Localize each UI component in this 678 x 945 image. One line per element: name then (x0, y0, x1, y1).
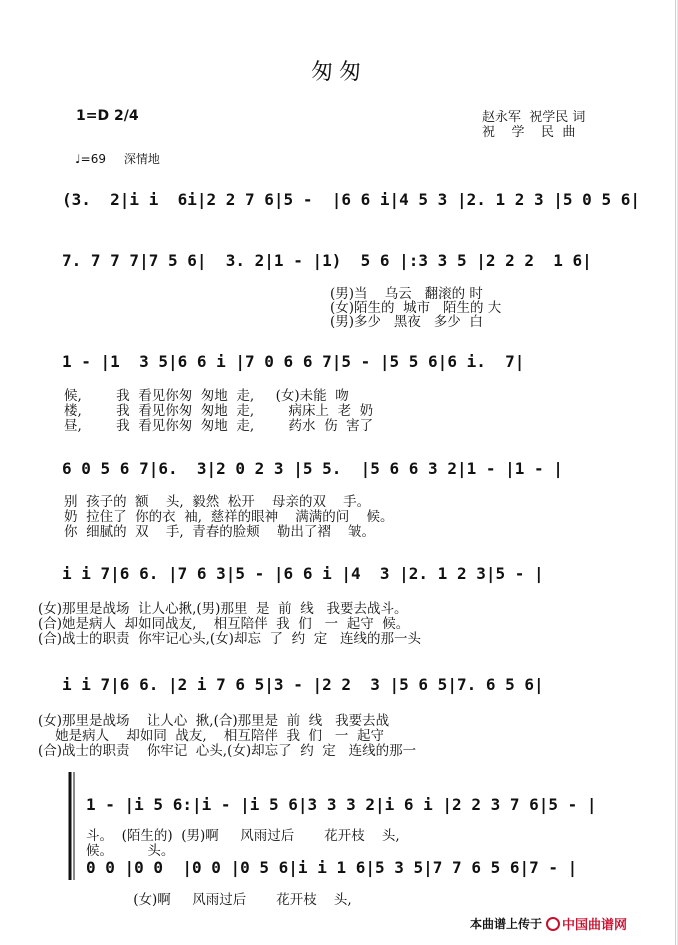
site-logo (546, 914, 627, 933)
composer: 祝 学 民 曲 (482, 125, 576, 140)
lyric-line: (合)战士的职责 你牢记 心头,(女)却忘了 约 定 连线的那一 (38, 743, 417, 759)
notation-line-8: 0 0 |0 0 |0 0 |0 5 6|i i 1 6|5 3 5|7 7 6 5 6|7 - | (86, 858, 578, 877)
footer-note: 本曲谱上传于 (470, 917, 543, 931)
lyric-line: (女)啊 风雨过后 花开枝 头, (86, 892, 352, 908)
lyric-line: 她是病人 却如同 战友, 相互陪伴 我 们 一 起守 (38, 728, 384, 744)
footer (470, 914, 627, 933)
notation-line-7: 1 - |i 5 6:|i - |i 5 6|3 3 3 2|i 6 i |2 2 3 7 6|5 - | (86, 795, 597, 814)
lyric-line: (女)那里是战场 让人心揪,(男)那里 是 前 线 我要去战斗。 (38, 601, 408, 617)
notation-line-1: (3. 2|i i 6i|2 2 7 6|5 - |6 6 i|4 5 3 |2. 1 2 3 |5 0 5 6| (62, 190, 640, 209)
lyric-line: 斗。 (陌生的) (男)啊 风雨过后 花开枝 头, (86, 828, 400, 844)
tempo: ♩=69 (75, 152, 106, 166)
key-signature: 1=D 2/4 (76, 108, 139, 124)
lyric-line: (男)多少 黑夜 多少 白 (330, 314, 483, 330)
notation-line-4: 6 0 5 6 7|6. 3|2 0 2 3 |5 5. |5 6 6 3 2|1 - |1 - | (62, 459, 563, 478)
tempo-marking (75, 150, 160, 167)
notation-line-2: 7. 7 7 7|7 5 6| 3. 2|1 - |1) 5 6 |:3 3 5 |2 2 2 1 6| (62, 251, 592, 270)
lyric-line: 昼, 我 看见你匆 匆地 走, 药水 伤 害了 (64, 418, 374, 434)
lyricists: 赵永军 祝学民 词 (482, 110, 586, 125)
notation-line-6: i i 7|6 6. |2 i 7 6 5|3 - |2 2 3 |5 6 5|7. 6 5 6| (62, 675, 544, 694)
lyric-line: 楼, 我 看见你匆 匆地 走, 病床上 老 奶 (64, 403, 374, 419)
credits (482, 110, 585, 140)
lyric-line: (合)她是病人 却如同战友, 相互陪伴 我 们 一 起守 候。 (38, 616, 410, 632)
lyric-line: 候。 头。 (86, 843, 175, 859)
lyric-line: (女)那里是战场 让人心 揪,(合)那里是 前 线 我要去战 (38, 713, 390, 729)
logo-icon (546, 917, 560, 931)
notation-line-3: 1 - |1 3 5|6 6 i |7 0 6 6 7|5 - |5 5 6|6 i. 7| (62, 352, 525, 371)
lyric-line: 别 孩子的 额 头, 毅然 松开 母亲的双 手。 (64, 494, 371, 510)
lyric-line: (女)陌生的 城市 陌生的 大 (330, 300, 502, 316)
lyric-line: (合)战士的职责 你牢记心头,(女)却忘 了 约 定 连线的那一头 (38, 631, 422, 647)
system-brace (64, 772, 84, 882)
page-border (675, 0, 676, 945)
logo-text: 中国曲谱网 (562, 918, 628, 933)
song-title: 匆匆 (310, 60, 367, 85)
lyric-line: 你 细腻的 双 手, 青春的脸颊 勒出了褶 皱。 (64, 524, 376, 540)
lyric-line: 奶 拉住了 你的衣 袖, 慈祥的眼神 满满的问 候。 (64, 509, 394, 525)
lyric-line: (男)当 乌云 翻滚的 时 (330, 286, 483, 302)
lyric-line: 候, 我 看见你匆 匆地 走, (女)未能 吻 (64, 388, 349, 404)
notation-line-5: i i 7|6 6. |7 6 3|5 - |6 6 i |4 3 |2. 1 2 3|5 - | (62, 564, 544, 583)
expression: 深情地 (123, 152, 160, 166)
